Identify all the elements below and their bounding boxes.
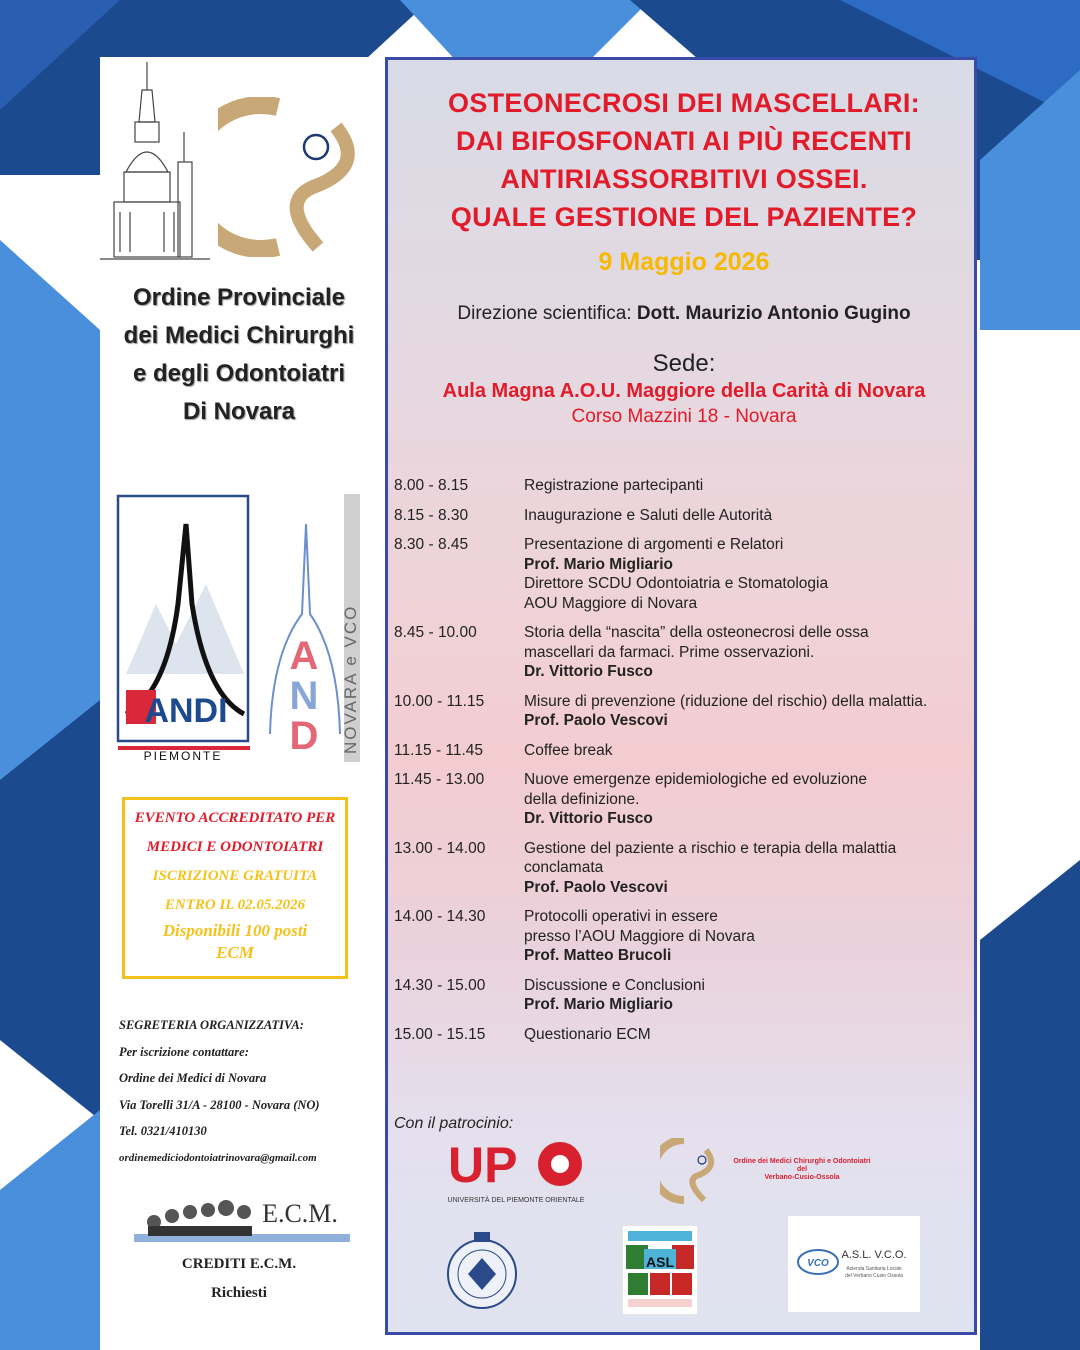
sede-venue: Aula Magna A.O.U. Maggiore della Carità di Novara bbox=[442, 380, 926, 402]
andi-piemonte-logo-icon bbox=[116, 494, 254, 764]
program-panel bbox=[385, 57, 977, 1335]
program-time: 8.00 - 8.15 bbox=[394, 477, 469, 494]
asl-vco-sub: Azienda Sanitaria Locale bbox=[846, 1266, 902, 1272]
segreteria-line: Ordine dei Medici di Novara bbox=[119, 1071, 267, 1085]
program-desc: Coffee break bbox=[524, 741, 613, 759]
event-title bbox=[388, 84, 980, 236]
ordine-line: e degli Odontoiatri bbox=[132, 360, 345, 387]
direzione-label: Direzione scientifica: bbox=[457, 303, 632, 324]
segreteria-line: Per iscrizione contattare: bbox=[119, 1044, 249, 1059]
program-row bbox=[394, 741, 974, 761]
program-time: 11.45 - 13.00 bbox=[394, 771, 485, 788]
patrocinio-label: Con il patrocinio: bbox=[394, 1115, 514, 1132]
program-desc: Inaugurazione e Saluti delle Autorità bbox=[524, 506, 773, 524]
svg-text:A: A bbox=[289, 634, 319, 678]
upo-logo-text: UP bbox=[448, 1138, 518, 1193]
box-line: ECM bbox=[216, 943, 254, 962]
program-row bbox=[394, 770, 974, 829]
novara-cupola-icon bbox=[100, 62, 210, 262]
scientific-direction bbox=[388, 303, 980, 325]
email-link[interactable]: ordinemediciodontoiatrinovara@gmail.com bbox=[119, 1151, 317, 1164]
svg-text:N: N bbox=[289, 674, 319, 718]
title-line: DAI BIFOSFONATI AI PIÙ RECENTI bbox=[455, 126, 912, 156]
omceo-vco-line: Verbano-Cusio-Ossola bbox=[764, 1174, 840, 1181]
program-time: 8.15 - 8.30 bbox=[394, 506, 469, 524]
program-desc: Misure di prevenzione (riduzione del rischio) della malattia. bbox=[524, 692, 928, 710]
program-schedule bbox=[394, 476, 974, 1054]
ordine-line: Di Novara bbox=[182, 398, 296, 425]
crediti-line: CREDITI E.C.M. bbox=[181, 1256, 297, 1272]
segreteria-line: SEGRETERIA ORGANIZZATIVA: bbox=[119, 1018, 304, 1032]
sede-address: Corso Mazzini 18 - Novara bbox=[571, 406, 797, 427]
program-time: 8.30 - 8.45 bbox=[394, 536, 469, 553]
program-row bbox=[394, 623, 974, 682]
program-row bbox=[394, 839, 974, 898]
program-speaker: Prof. Paolo Vescovi bbox=[524, 878, 668, 896]
ordine-line: dei Medici Chirurghi bbox=[123, 322, 355, 349]
vco-mark: VCO bbox=[807, 1258, 829, 1269]
omceo-vco-line: Ordine dei Medici Chirurghi e Odontoiatri bbox=[733, 1158, 871, 1165]
ordine-line: Ordine Provinciale bbox=[132, 284, 346, 311]
program-desc: Storia della “nascita” della osteonecrosi delle ossa bbox=[524, 624, 869, 641]
segreteria-line: Tel. 0321/410130 bbox=[119, 1124, 207, 1138]
program-time: 11.15 - 11.45 bbox=[394, 741, 484, 759]
asl-novara-logo-icon bbox=[622, 1225, 698, 1315]
box-line: EVENTO ACCREDITATO PER bbox=[134, 810, 336, 826]
program-desc: della definizione. bbox=[524, 790, 640, 808]
program-speaker: Prof. Mario Migliario bbox=[524, 996, 673, 1013]
program-time: 14.00 - 14.30 bbox=[394, 908, 486, 925]
program-desc: mascellari da farmaci. Prime osservazioni. bbox=[524, 643, 815, 661]
program-desc: presso l’AOU Maggiore di Novara bbox=[524, 927, 755, 945]
program-desc: Gestione del paziente a rischio e terapia della malattia bbox=[524, 839, 897, 857]
title-line: OSTEONECROSI DEI MASCELLARI: bbox=[448, 88, 920, 118]
program-row bbox=[394, 1025, 974, 1045]
program-row bbox=[394, 476, 974, 496]
crediti-line: Richiesti bbox=[211, 1285, 267, 1301]
box-line: Disponibili 100 posti bbox=[162, 921, 308, 940]
box-line: ISCRIZIONE GRATUITA bbox=[152, 868, 318, 884]
asl-vco-name: A.S.L. V.C.O. bbox=[841, 1249, 907, 1261]
andi-piemonte-label: PIEMONTE bbox=[143, 749, 223, 763]
box-line: ENTRO IL 02.05.2026 bbox=[164, 897, 306, 913]
ecm-logo-icon bbox=[134, 1182, 350, 1246]
title-line: ANTIRIASSORBITIVI OSSEI. bbox=[500, 164, 868, 194]
novara-crest-icon bbox=[444, 1230, 520, 1314]
andi-novara-logo-icon bbox=[262, 494, 366, 764]
program-time: 8.45 - 10.00 bbox=[394, 624, 477, 641]
asl-vco-sub: del Verbano Cusio Ossola bbox=[845, 1273, 903, 1279]
asl-logo-text: ASL bbox=[646, 1254, 674, 1270]
program-desc: Questionario ECM bbox=[524, 1025, 651, 1043]
program-time: 14.30 - 15.00 bbox=[394, 976, 486, 994]
title-line: QUALE GESTIONE DEL PAZIENTE? bbox=[450, 202, 918, 232]
program-desc: conclamata bbox=[524, 859, 604, 876]
sede-label: Sede: bbox=[652, 350, 716, 377]
program-desc: Protocolli operativi in essere bbox=[524, 908, 718, 925]
left-column bbox=[100, 57, 378, 1327]
box-line: MEDICI E ODONTOIATRI bbox=[146, 839, 324, 855]
program-time: 15.00 - 15.15 bbox=[394, 1025, 486, 1043]
upo-logo-icon bbox=[448, 1138, 588, 1208]
ecm-logo-text: E.C.M. bbox=[262, 1199, 338, 1228]
program-row bbox=[394, 976, 974, 1015]
program-speaker: Prof. Paolo Vescovi bbox=[524, 712, 668, 729]
program-row bbox=[394, 535, 974, 613]
program-row bbox=[394, 907, 974, 966]
program-desc: Nuove emergenze epidemiologiche ed evoluzione bbox=[524, 771, 867, 788]
program-speaker: Prof. Matteo Brucoli bbox=[524, 947, 672, 964]
program-speaker: Prof. Mario Migliario bbox=[524, 555, 673, 573]
svg-text:D: D bbox=[289, 714, 319, 758]
accreditation-box bbox=[122, 797, 348, 979]
andi-novara-label: NOVARA e VCO bbox=[341, 604, 360, 754]
event-date: 9 Maggio 2026 bbox=[598, 248, 770, 276]
svg-text:ANDI: ANDI bbox=[144, 692, 228, 730]
segreteria-info bbox=[119, 1012, 320, 1171]
omceo-novara-logo-icon bbox=[218, 97, 378, 257]
ordine-novara-name bbox=[100, 279, 378, 431]
omceo-vco-line: del bbox=[796, 1166, 808, 1173]
program-row bbox=[394, 692, 974, 731]
program-time: 10.00 - 11.15 bbox=[394, 692, 485, 710]
crediti-ecm bbox=[100, 1250, 378, 1308]
program-desc: AOU Maggiore di Novara bbox=[524, 594, 698, 612]
program-speaker: Dr. Vittorio Fusco bbox=[524, 810, 653, 827]
program-desc: Discussione e Conclusioni bbox=[524, 976, 705, 994]
program-speaker: Dr. Vittorio Fusco bbox=[524, 663, 653, 680]
program-desc: Registrazione partecipanti bbox=[524, 477, 704, 494]
omceo-vco-logo-icon bbox=[660, 1138, 900, 1204]
program-desc: Presentazione di argomenti e Relatori bbox=[524, 536, 784, 553]
program-desc: Direttore SCDU Odontoiatria e Stomatologia bbox=[524, 575, 829, 592]
asl-vco-logo-icon bbox=[788, 1216, 920, 1312]
segreteria-line: Via Torelli 31/A - 28100 - Novara (NO) bbox=[119, 1097, 320, 1112]
upo-subtitle: UNIVERSITÀ DEL PIEMONTE ORIENTALE bbox=[448, 1197, 585, 1204]
program-time: 13.00 - 14.00 bbox=[394, 839, 486, 857]
program-row bbox=[394, 506, 974, 526]
direzione-name: Dott. Maurizio Antonio Gugino bbox=[636, 303, 911, 324]
